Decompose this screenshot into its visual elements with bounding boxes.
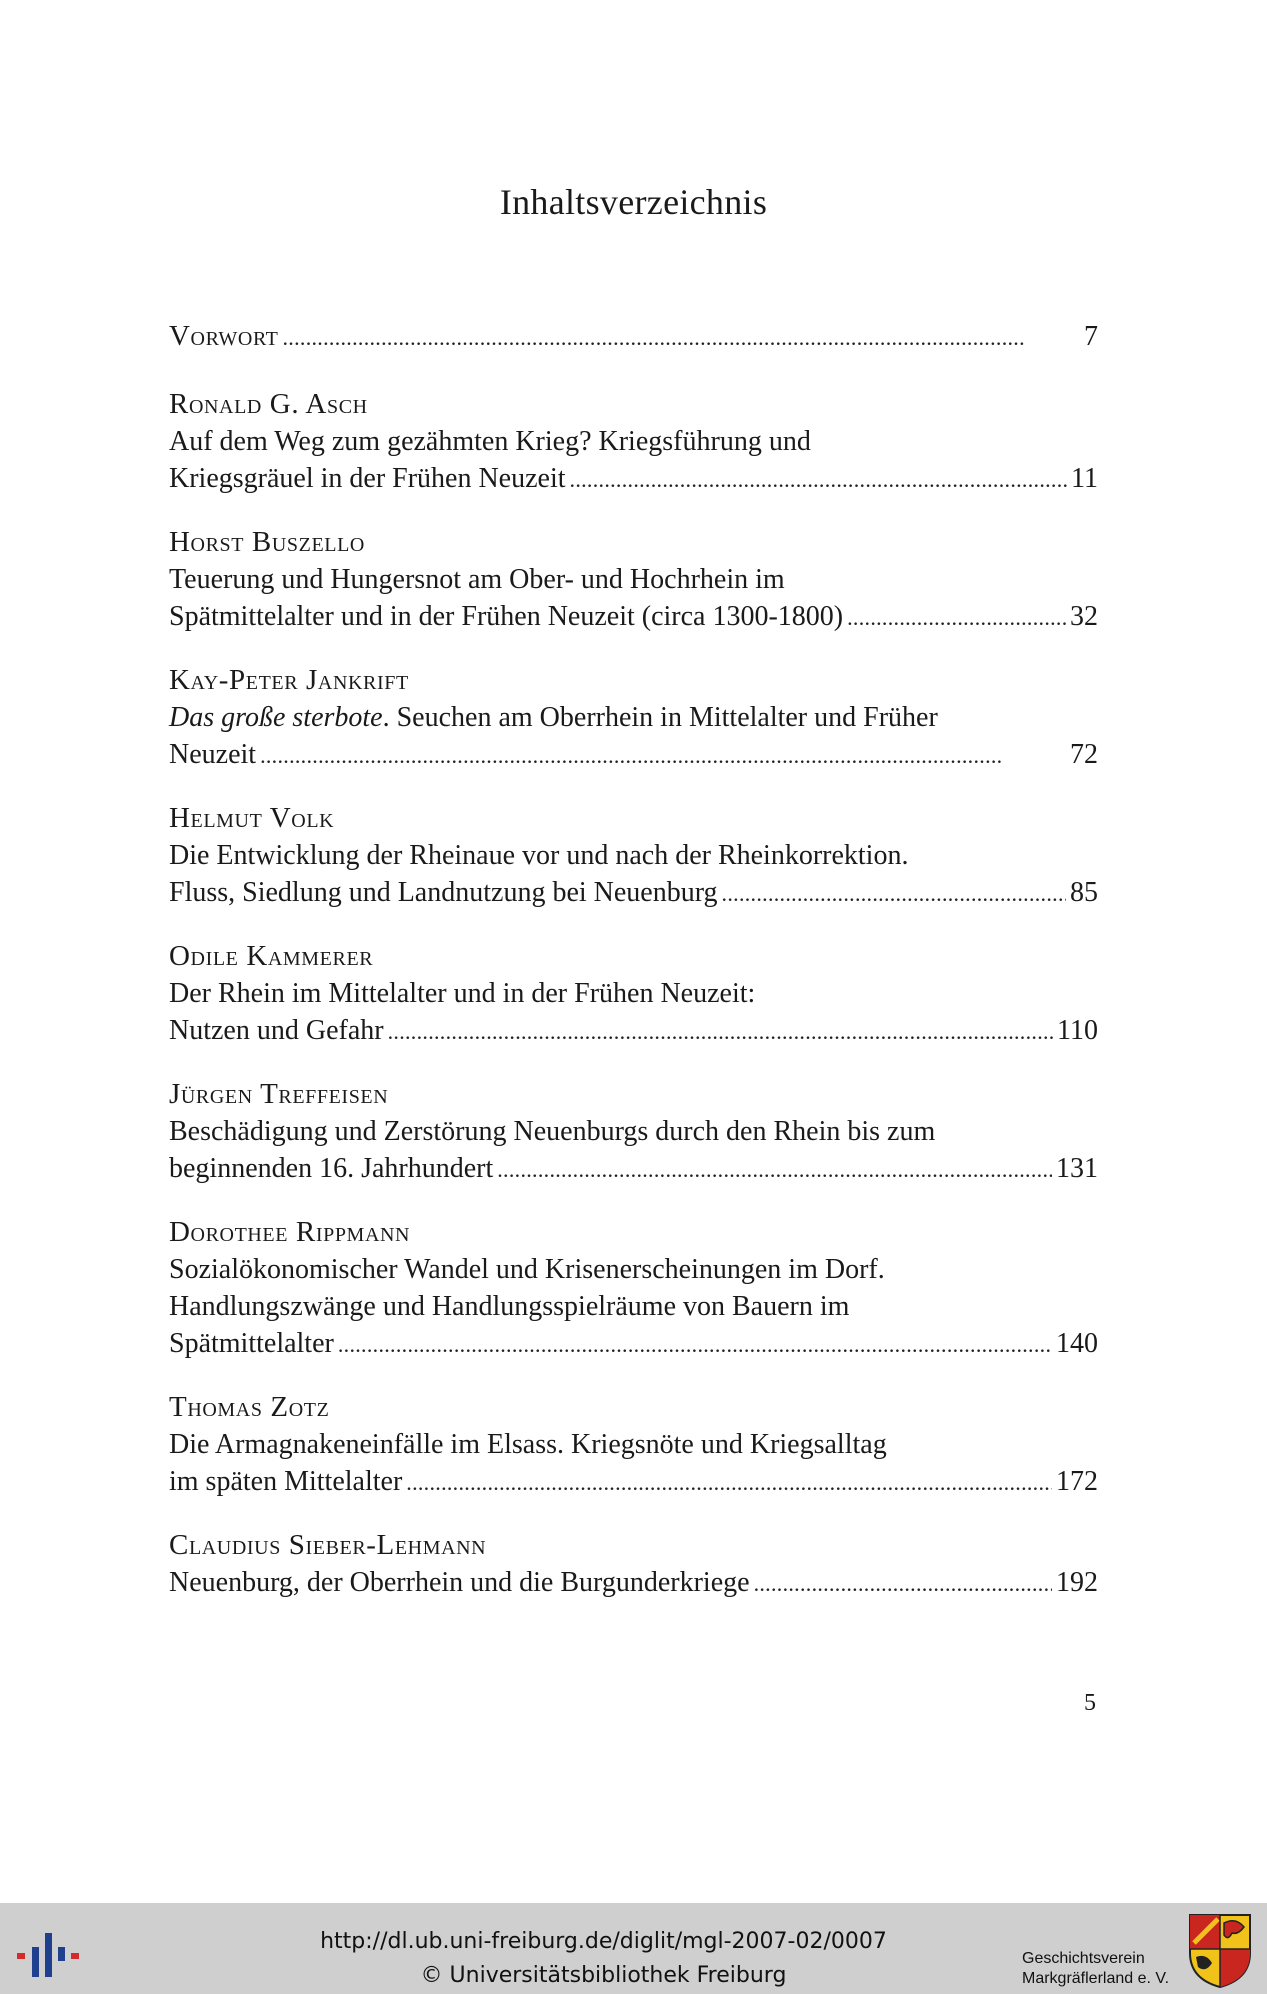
toc-entry: [169, 386, 1098, 498]
toc-title-line: Spätmittelalter: [169, 1328, 334, 1359]
dot-leader: [722, 875, 1066, 912]
toc-entry: [169, 1527, 1098, 1602]
toc-author: Dorothee Rippmann: [169, 1216, 411, 1248]
toc-page-number: 192: [1056, 1567, 1098, 1598]
toc-title-line: Neuzeit: [169, 739, 257, 770]
copyright-text: © Universitätsbibliothek Freiburg: [420, 1963, 787, 1988]
page-title: Inhaltsverzeichnis: [499, 182, 768, 222]
toc-entry: [169, 938, 1098, 1050]
toc-entry: [169, 662, 1098, 774]
source-url-link[interactable]: http://dl.ub.uni-freiburg.de/diglit/mgl-2007-02/0007: [320, 1929, 887, 1954]
toc-entry: [169, 1076, 1098, 1188]
toc-page-number: 140: [1056, 1328, 1098, 1359]
dot-leader: [847, 599, 1066, 636]
toc-title-line: beginnenden 16. Jahrhundert: [169, 1153, 494, 1184]
toc-entry: [169, 1389, 1098, 1501]
toc-title-line: Kriegsgräuel in der Frühen Neuzeit: [169, 463, 566, 494]
toc-page-number: 7: [1084, 321, 1098, 352]
toc-author: Ronald G. Asch: [169, 388, 368, 420]
toc-title-line: Beschädigung und Zerstörung Neuenburgs durch den Rhein bis zum: [169, 1116, 936, 1147]
toc-author: Vorwort: [169, 320, 279, 352]
dot-leader: [283, 319, 1081, 356]
toc-page-number: 110: [1057, 1015, 1098, 1046]
toc-entry: [169, 318, 1098, 356]
coat-of-arms-icon[interactable]: [1188, 1913, 1252, 1989]
toc-title-line: Nutzen und Gefahr: [169, 1015, 384, 1046]
toc-author: Claudius Sieber-Lehmann: [169, 1529, 487, 1561]
footer-bar: [0, 1903, 1267, 1994]
toc-author: Odile Kammerer: [169, 940, 374, 972]
society-name-line: Markgräflerland e. V.: [1022, 1970, 1170, 1987]
toc-author: Jürgen Treffeisen: [169, 1078, 389, 1110]
toc-title-line: Auf dem Weg zum gezähmten Krieg? Kriegsführung und: [169, 426, 811, 457]
dot-leader: [338, 1326, 1052, 1363]
toc-page-number: 72: [1070, 739, 1098, 770]
toc-title-line: Sozialökonomischer Wandel und Krisenerscheinungen im Dorf.: [169, 1254, 885, 1285]
toc-page-number: 131: [1056, 1153, 1098, 1184]
toc-author: Kay-Peter Jankrift: [169, 664, 409, 696]
toc-entry: [169, 524, 1098, 636]
table-of-contents: [169, 318, 1098, 1628]
toc-title-line: Der Rhein im Mittelalter und in der Frühen Neuzeit:: [169, 978, 756, 1009]
toc-title-italic: Das große sterbote: [169, 702, 383, 733]
dot-leader: [406, 1464, 1052, 1501]
toc-title-line: Fluss, Siedlung und Landnutzung bei Neuenburg: [169, 877, 718, 908]
toc-title-line: [169, 699, 1098, 736]
toc-title-line: im späten Mittelalter: [169, 1466, 403, 1497]
dot-leader: [497, 1151, 1052, 1188]
toc-title-line: Spätmittelalter und in der Frühen Neuzeit (circa 1300-1800): [169, 601, 844, 632]
toc-title-text: . Seuchen am Oberrhein in Mittelalter und Früher: [382, 702, 938, 733]
toc-author: Helmut Volk: [169, 802, 335, 834]
toc-author: Horst Buszello: [169, 526, 365, 558]
society-name-line: Geschichtsverein: [1022, 1950, 1145, 1967]
toc-entry: [169, 1214, 1098, 1363]
society-name: [1022, 1949, 1169, 1989]
toc-title-line: Die Entwicklung der Rheinaue vor und nach der Rheinkorrektion.: [169, 840, 909, 871]
toc-page-number: 172: [1056, 1466, 1098, 1497]
toc-page-number: 11: [1071, 463, 1098, 494]
toc-title-line: Handlungszwänge und Handlungsspielräume von Bauern im: [169, 1291, 850, 1322]
toc-author: Thomas Zotz: [169, 1391, 330, 1423]
toc-title-line: Die Armagnakeneinfälle im Elsass. Kriegsnöte und Kriegsalltag: [169, 1429, 887, 1460]
dot-leader: [754, 1565, 1052, 1602]
toc-page-number: 32: [1070, 601, 1098, 632]
toc-title-line: Neuenburg, der Oberrhein und die Burgunderkriege: [169, 1567, 750, 1598]
toc-title-line: Teuerung und Hungersnot am Ober- und Hochrhein im: [169, 564, 785, 595]
toc-entry: [169, 800, 1098, 912]
toc-page-number: 85: [1070, 877, 1098, 908]
dot-leader: [260, 737, 1066, 774]
dot-leader: [570, 461, 1068, 498]
dot-leader: [388, 1013, 1053, 1050]
page-number: 5: [1084, 1690, 1096, 1716]
